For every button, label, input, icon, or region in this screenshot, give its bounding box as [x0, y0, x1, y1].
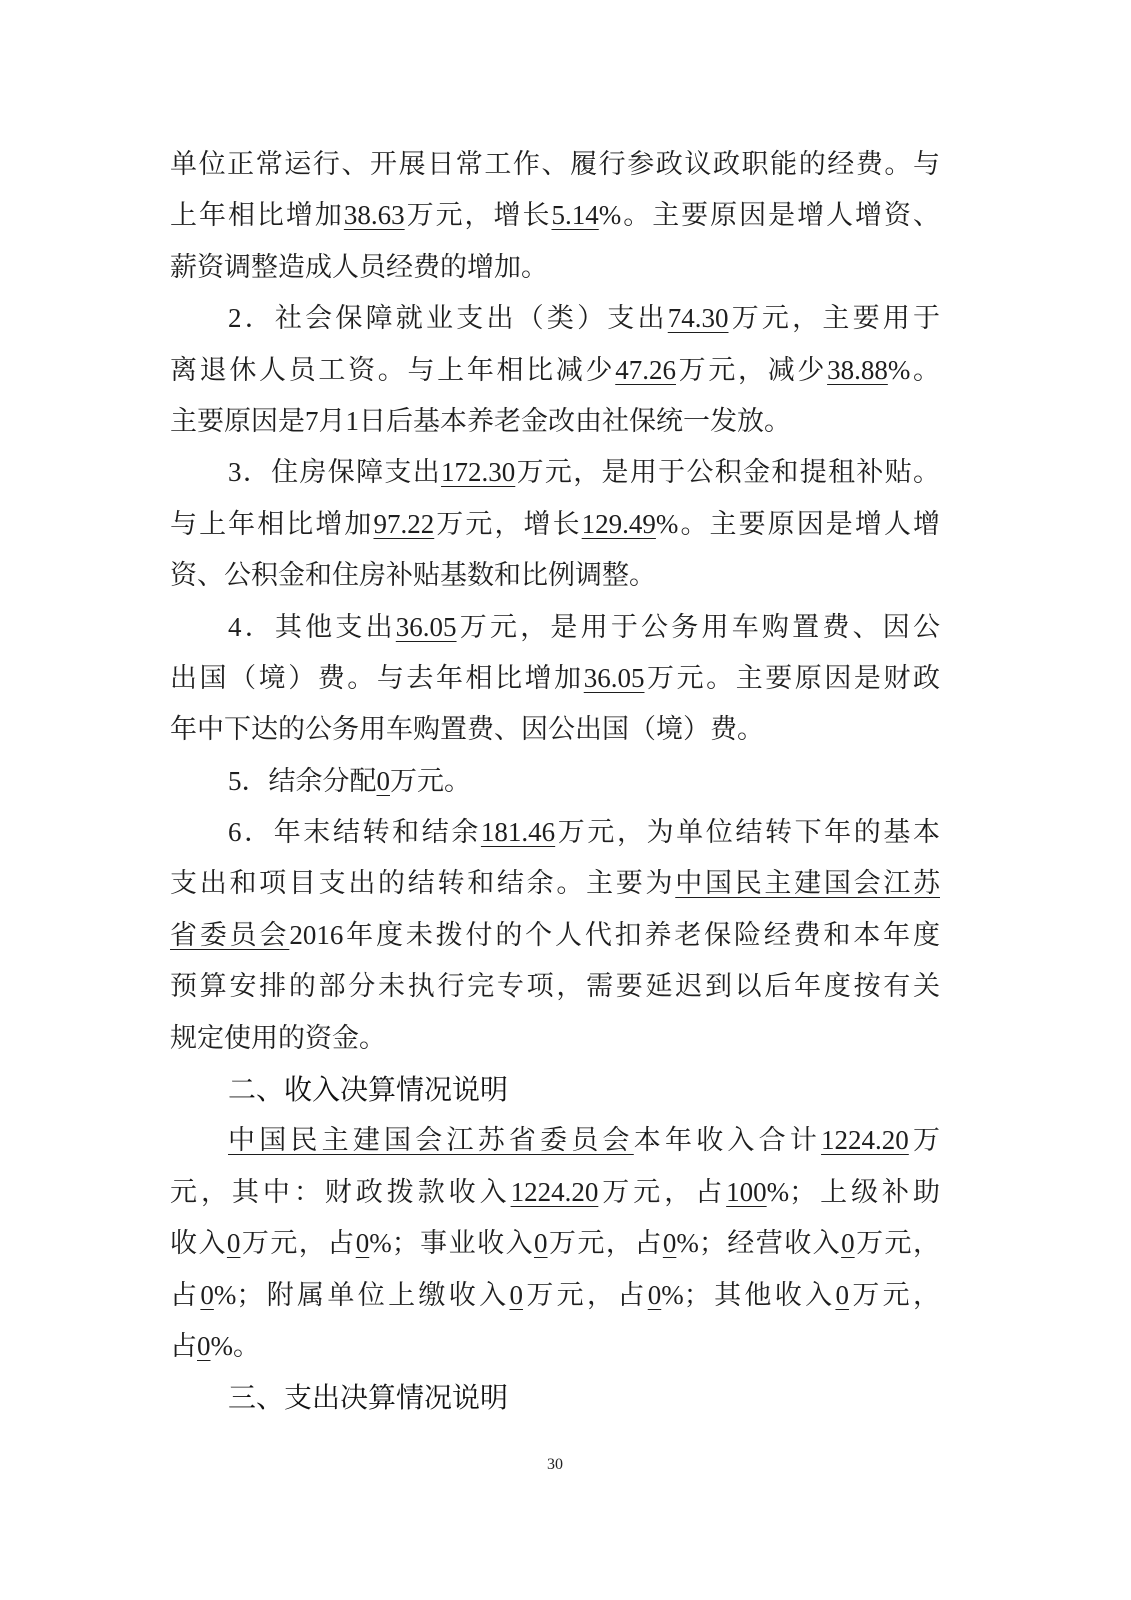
underlined-value: 36.05 [583, 662, 645, 693]
text-run: 本年收入合计 [633, 1125, 822, 1156]
underlined-value: 36.05 [395, 611, 457, 642]
text-run: %。 [210, 1330, 260, 1361]
text-run: 单位正常运行、开展日常工作、履行参政议政职能的经费。与 [170, 149, 940, 179]
underlined-value: 中国民主建国会江苏 [675, 868, 940, 899]
section-heading: 二、收入决算情况说明 [228, 1073, 509, 1107]
underlined-value: 0 [509, 1279, 523, 1310]
text-run: %；上级补助 [766, 1176, 940, 1207]
underlined-value: 74.30 [667, 303, 729, 334]
text-line [170, 807, 940, 858]
text-line [170, 396, 940, 447]
text-run: 离退休人员工资。与上年相比减少 [170, 354, 616, 385]
text-line [170, 293, 940, 344]
paragraph [170, 139, 940, 293]
text-run: 万元， [854, 1228, 940, 1259]
section-heading: 三、支出决算情况说明 [228, 1381, 509, 1415]
text-run: 万元，减少 [675, 354, 828, 385]
text-line [170, 1270, 940, 1321]
text-run: 3．住房保障支出 [228, 457, 442, 488]
underlined-value: 1224.20 [510, 1176, 599, 1207]
text-run: 与上年相比增加 [170, 508, 374, 539]
text-run: 年中下达的公务用车购置费、因公出国（境）费。 [170, 714, 764, 745]
text-run: 薪资调整造成人员经费的增加。 [170, 251, 548, 282]
page-number: 30 [547, 1456, 563, 1473]
text-run: 4．其他支出 [228, 611, 396, 642]
text-run: 主要原因是7月1日后基本养老金改由社保统一发放。 [170, 405, 791, 436]
text-line [170, 139, 940, 190]
paragraph [170, 807, 940, 1064]
underlined-value: 38.88 [827, 354, 888, 385]
text-run: 支出和项目支出的结转和结余。主要为 [170, 868, 676, 899]
text-run: 预算安排的部分未执行完专项，需要延迟到以后年度按有关 [170, 971, 940, 1002]
underlined-value: 129.49 [581, 508, 656, 539]
text-line [170, 447, 940, 498]
underlined-value: 0 [647, 1279, 662, 1310]
text-run: 万元，占 [598, 1176, 727, 1207]
text-line [170, 653, 940, 704]
text-line [170, 1218, 940, 1269]
paragraph [170, 293, 940, 447]
underlined-value: 0 [197, 1330, 211, 1361]
text-line [170, 1013, 940, 1064]
text-line [170, 242, 940, 293]
text-run: 万元，增长 [434, 508, 582, 539]
text-run: %。 [887, 354, 940, 385]
text-run: %。主要原因是增人增资、 [598, 200, 940, 231]
text-line [170, 550, 940, 601]
underlined-value: 5.14 [551, 200, 599, 231]
underlined-value: 1224.20 [821, 1125, 909, 1156]
text-run: %；经营收入 [676, 1228, 842, 1259]
text-line [170, 499, 940, 550]
underlined-value: 172.30 [441, 457, 516, 488]
text-run: %；其他收入 [661, 1279, 836, 1310]
text-run: 万元， [848, 1279, 940, 1310]
paragraph [170, 756, 940, 807]
text-line [170, 704, 940, 755]
text-run: 上年相比增加 [170, 200, 344, 231]
paragraph [170, 602, 940, 756]
text-run: 5．结余分配 [228, 765, 377, 796]
paragraph [170, 1115, 940, 1372]
text-run: 万元，主要用于 [728, 303, 940, 334]
underlined-value: 0 [226, 1228, 241, 1259]
text-run: 万元，是用于公务用车购置费、因公 [456, 611, 940, 642]
underlined-value: 97.22 [373, 508, 435, 539]
text-line [170, 961, 940, 1012]
text-run: 出国（境）费。与去年相比增加 [170, 662, 584, 693]
text-run: %。主要原因是增人增 [655, 508, 940, 539]
text-run: 万元，占 [522, 1279, 648, 1310]
underlined-value: 省委员会 [170, 919, 290, 950]
underlined-value: 100 [726, 1176, 767, 1207]
text-run: 占 [170, 1279, 201, 1310]
text-line [170, 1115, 940, 1166]
text-run: 万元。 [390, 765, 471, 796]
text-line [170, 190, 940, 241]
text-run: %；附属单位上缴收入 [213, 1279, 510, 1310]
text-run: 收入 [170, 1228, 227, 1259]
paragraph [170, 447, 940, 601]
text-line [170, 858, 940, 909]
underlined-value: 0 [662, 1228, 677, 1259]
underlined-value: 0 [200, 1279, 214, 1310]
text-line [170, 756, 940, 807]
underlined-value: 0 [376, 765, 390, 796]
text-run: 占 [170, 1330, 197, 1361]
text-run: 6．年末结转和结余 [228, 817, 481, 848]
text-run: 万元，占 [547, 1228, 663, 1259]
underlined-value: 181.46 [480, 817, 556, 848]
text-line [170, 1321, 940, 1372]
underlined-value: 47.26 [615, 354, 676, 385]
underlined-value: 中国民主建国会江苏省委员会 [228, 1125, 634, 1156]
text-run: 2．社会保障就业支出（类）支出 [228, 303, 668, 334]
underlined-value: 0 [355, 1228, 370, 1259]
underlined-value: 0 [835, 1279, 849, 1310]
text-run: 元，其中：财政拨款收入 [170, 1176, 511, 1207]
text-run: 万元，占 [240, 1228, 356, 1259]
text-run: 规定使用的资金。 [170, 1022, 386, 1053]
text-line [170, 345, 940, 396]
text-run: 万 [908, 1125, 940, 1156]
text-run: 资、公积金和住房补贴基数和比例调整。 [170, 560, 656, 591]
text-run: 2016年度未拨付的个人代扣养老保险经费和本年度 [289, 919, 940, 950]
text-run: 万元。主要原因是财政 [644, 662, 940, 693]
text-run: 万元，为单位结转下年的基本 [555, 817, 940, 848]
document-body [170, 139, 940, 1424]
text-run: %；事业收入 [369, 1228, 535, 1259]
underlined-value: 0 [534, 1228, 548, 1259]
text-run: 万元，是用于公积金和提租补贴。 [515, 457, 940, 488]
underlined-value: 38.63 [343, 200, 405, 231]
text-run: 万元，增长 [404, 200, 552, 231]
text-line [170, 910, 940, 961]
underlined-value: 0 [841, 1228, 855, 1259]
text-line [170, 602, 940, 653]
text-line [170, 1167, 940, 1218]
